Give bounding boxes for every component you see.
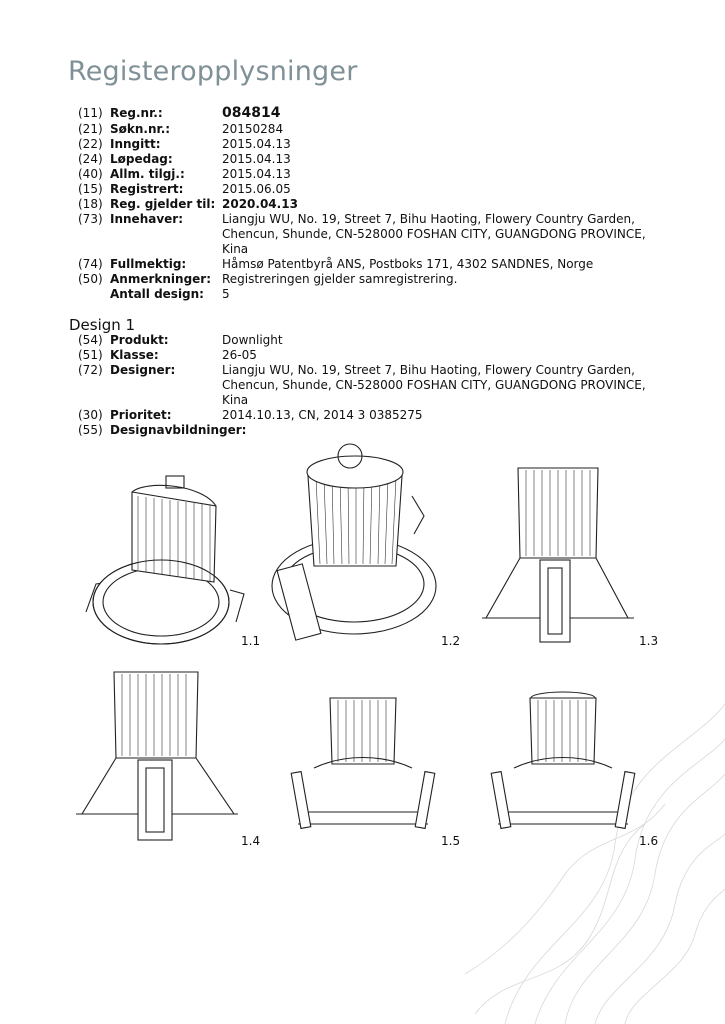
field-code xyxy=(78,287,110,302)
field-label: Klasse: xyxy=(110,348,159,362)
field-code: (22) xyxy=(78,137,103,151)
field-code: (72) xyxy=(78,363,103,377)
row-prioritet xyxy=(78,408,678,423)
design-info xyxy=(78,333,678,438)
page-title: Registeropplysninger xyxy=(68,56,358,87)
row-fullmektig xyxy=(78,257,678,272)
field-value: 2020.04.13 xyxy=(222,197,298,211)
figure-1-1-drawing xyxy=(66,462,256,652)
field-value: 20150284 xyxy=(222,122,284,136)
row-reg-gjelder-til xyxy=(78,197,678,212)
field-code: (21) xyxy=(78,122,103,136)
field-code: (30) xyxy=(78,408,103,422)
field-code: (50) xyxy=(78,272,103,286)
field-value: 084814 xyxy=(222,105,281,121)
field-label: Antall design: xyxy=(110,287,204,301)
row-innehaver xyxy=(78,212,678,257)
figure-label: 1.3 xyxy=(639,634,659,648)
row-produkt xyxy=(78,333,678,348)
field-value: 2014.10.13, CN, 2014 3 0385275 xyxy=(222,408,423,422)
field-label: Prioritet: xyxy=(110,408,172,422)
register-info xyxy=(78,105,678,302)
field-value: 2015.04.13 xyxy=(222,137,291,151)
figure-1-6-drawing xyxy=(484,684,642,844)
field-label: Reg. gjelder til: xyxy=(110,197,216,211)
field-code: (55) xyxy=(78,423,103,437)
figure-1-2-drawing xyxy=(262,436,442,646)
field-value: Håmsø Patentbyrå ANS, Postboks 171, 4302 SANDNES, Norge xyxy=(222,257,594,271)
field-label: Registrert: xyxy=(110,182,184,196)
field-label: Produkt: xyxy=(110,333,169,347)
field-code: (54) xyxy=(78,333,103,347)
field-value: 2015.04.13 xyxy=(222,152,291,166)
row-antall-design xyxy=(78,287,678,302)
field-label: Designer: xyxy=(110,363,176,377)
row-klasse xyxy=(78,348,678,363)
row-inngitt xyxy=(78,137,678,152)
field-value: Liangju WU, No. 19, Street 7, Bihu Haoting, Flowery Country Garden, Chencun, Shunde, CN-528000 FOSHAN CITY, GUANGDONG PROVINCE, Kina xyxy=(222,212,646,256)
field-value: Liangju WU, No. 19, Street 7, Bihu Haoting, Flowery Country Garden, Chencun, Shunde, CN-528000 FOSHAN CITY, GUANGDONG PROVINCE, Kina xyxy=(222,363,646,407)
field-label: Søkn.nr.: xyxy=(110,122,171,136)
field-value: 5 xyxy=(222,287,230,301)
field-code: (51) xyxy=(78,348,103,362)
row-allm-tilgj xyxy=(78,167,678,182)
figure-label: 1.6 xyxy=(639,834,659,848)
field-value: Downlight xyxy=(222,333,283,347)
field-value: 2015.06.05 xyxy=(222,182,291,196)
field-code: (11) xyxy=(78,106,103,120)
field-code: (73) xyxy=(78,212,103,226)
field-value: 26-05 xyxy=(222,348,257,362)
figure-1-4-drawing xyxy=(72,664,242,844)
field-label: Fullmektig: xyxy=(110,257,187,271)
design-heading: Design 1 xyxy=(69,316,136,334)
figure-label: 1.2 xyxy=(441,634,461,648)
field-value: Registreringen gjelder samregistrering. xyxy=(222,272,458,286)
row-sokn-nr xyxy=(78,122,678,137)
field-label: Løpedag: xyxy=(110,152,173,166)
field-code: (74) xyxy=(78,257,103,271)
field-label: Designavbildninger: xyxy=(110,423,247,437)
field-label: Allm. tilgj.: xyxy=(110,167,185,181)
figure-1-3-drawing xyxy=(478,458,638,648)
field-label: Anmerkninger: xyxy=(110,272,212,286)
row-lopedag xyxy=(78,152,678,167)
figure-label: 1.4 xyxy=(241,834,261,848)
field-label: Inngitt: xyxy=(110,137,161,151)
row-registrert xyxy=(78,182,678,197)
field-code: (15) xyxy=(78,182,103,196)
field-value: 2015.04.13 xyxy=(222,167,291,181)
figure-1-5-drawing xyxy=(284,684,442,844)
field-code: (40) xyxy=(78,167,103,181)
field-code: (18) xyxy=(78,197,103,211)
field-label: Innehaver: xyxy=(110,212,184,226)
field-code: (24) xyxy=(78,152,103,166)
figure-label: 1.1 xyxy=(241,634,261,648)
figure-label: 1.5 xyxy=(441,834,461,848)
row-reg-nr xyxy=(78,105,678,122)
row-designer xyxy=(78,363,678,408)
row-anmerkninger xyxy=(78,272,678,287)
field-label: Reg.nr.: xyxy=(110,106,163,120)
